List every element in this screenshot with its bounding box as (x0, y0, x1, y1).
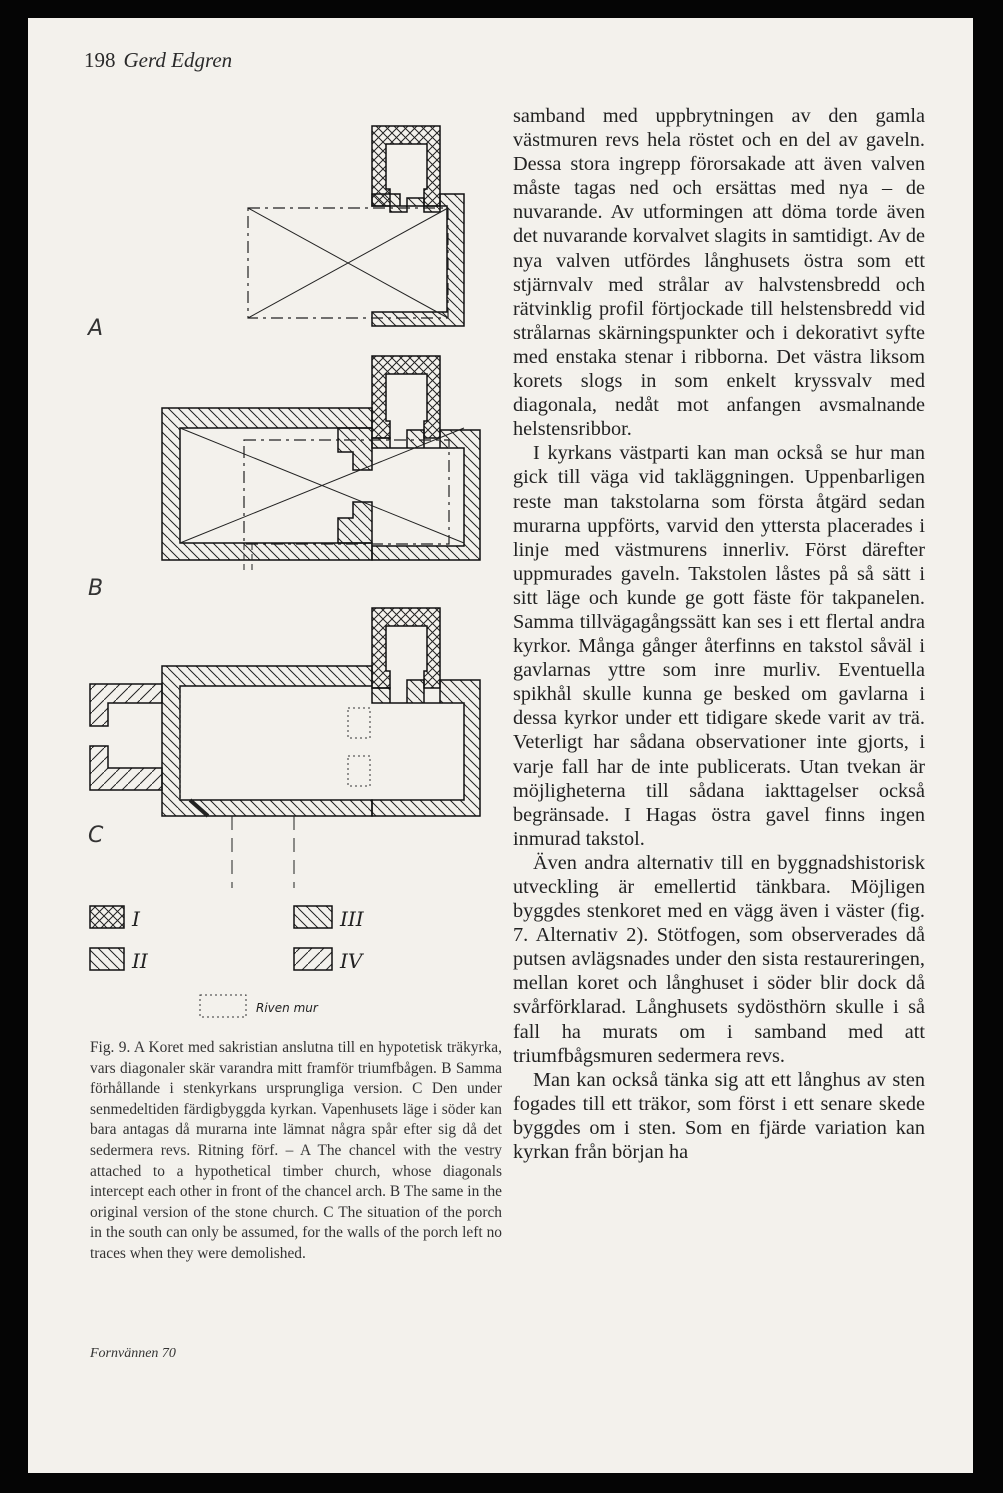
chancel-wall-c (372, 680, 480, 816)
legend (90, 906, 365, 1017)
vestry-wall-c (372, 608, 440, 688)
removed-wall (348, 708, 370, 738)
paragraph: I kyrkans västparti kan man också se hur man gick till väga vid takläggningen. Uppenbarligen reste man takstolarna som första åtgärd sedan murarna uppförts, varvid den yttersta placerades i linje med västmurens innerliv. Först därefter uppmurades gaveln. Takstolen låstes på så sätt i sitt läge och kunde ge gott fäste för takpanelen. Samma tillvägagångssätt kan ses i ett flertal andra kyrkor. Många gånger återfinns en takstol såväl i gavlarnas yttre som inre murliv. Eventuella spikhål skulle kunna ge besked om gavlarna i dessa kyrkor under ett tidigare skede varit av trä. Veterligt har sådana observationer inte gjorts, i varje fall har de inte publicerats. Utan tvekan är möjligheterna till sådana iakttagelser också begränsade. I Hagas östra gavel finns ingen inmurad takstol. (513, 442, 925, 850)
arch-pier (338, 428, 372, 470)
west-wall-ext (90, 684, 162, 726)
west-wall-ext (90, 746, 162, 790)
journal-footer: Fornvännen 70 (90, 1346, 176, 1361)
figure-caption: Fig. 9. A Koret med sakristian anslutna till en hypotetisk träkyrka, vars diagonaler skär varandra mitt framför triumfbågen. B Samma förhållande i stenkyrkans ursprungliga version. C Den under senmedeltiden färdigbyggda kyrkan. Vapenhusets läge i söder kan bara antagas då murarna inte lämnat några spår efter sig då det sedermera revs. Ritning förf. – A The chancel with the vestry attached to a hypothetical timber church, whose diagonals intercept each other in front of the chancel arch. B The same in the original version of the stone church. C The situation of the porch in the south can only be assumed, for the walls of the porch left no traces when they were demolished. (90, 1039, 502, 1262)
legend-swatch-iv (294, 948, 332, 970)
chancel-wall-a (372, 194, 464, 326)
page (28, 18, 973, 1473)
arch-pier (338, 502, 372, 543)
plan-label-a: A (88, 316, 104, 341)
paragraph: Även andra alternativ till en byggnadshistorisk utveckling är emellertid tänkbara. Möjligen byggdes stenkoret med en vägg även i väster (fig. 7. Alternativ 2). Stötfogen, som observerades då putsen avlägsnades under den sista restaureringen, mellan koret och långhuset i söder blir dock då svårförklarad. Långhusets sydösthörn skulle i så fall ha murats om i samband med att triumfbågsmuren sedermera revs. (513, 851, 925, 1067)
legend-label-removed: Riven mur (256, 1001, 318, 1015)
legend-label-i: I (132, 907, 140, 931)
plan-label-c: C (88, 823, 104, 848)
legend-label-iii: III (340, 907, 364, 931)
chancel-wall-b (372, 430, 480, 560)
page-number: 198 (84, 48, 116, 72)
body-text-column (513, 104, 925, 1164)
legend-swatch-iii (294, 906, 332, 928)
paragraph: samband med uppbrytningen av den gamla västmuren revs hela röstet och en del av gaveln. Dessa stora ingrepp förorsakade att även valven måste tagas ned och ersättas med nya – de nuvarande. Av utformingen att döma torde även det nuvarande korvalvet slagits in samtidigt. Av de nya valven utfördes långhusets östra som ett stjärnvalv med strålar av halvstensbredd och rätvinklig profil förtjockade till helstensbredd vid strålarnas skärningspunkter och i dekorativt syfte med enstaka stenar i ribborna. Det västra liksom korets slogs in som enkelt kryssvalv med diagonala, nedåt mot anfangen avsmalnande helstensribbor. (513, 105, 925, 441)
author-name: Gerd Edgren (123, 48, 233, 72)
nave-wall-c (162, 666, 372, 816)
legend-swatch-ii (90, 948, 124, 970)
paragraph: Man kan också tänka sig att ett långhus av sten fogades till ett träkor, som först i ett senare skede byggdes om i sten. Som en fjärde variation kan kyrkan från början ha (513, 1068, 925, 1164)
removed-wall (348, 756, 370, 786)
legend-swatch-i (90, 906, 124, 928)
legend-swatch-removed (200, 995, 246, 1017)
running-header (84, 48, 232, 73)
plan-b (162, 356, 480, 573)
floor-plan-drawing (68, 88, 528, 1028)
plan-c (90, 608, 480, 888)
vestry-wall-b (372, 356, 440, 438)
plan-a (248, 126, 464, 326)
legend-label-iv: IV (340, 949, 363, 973)
legend-label-ii: II (132, 949, 148, 973)
plan-label-b: B (88, 576, 104, 601)
figure-9 (68, 88, 528, 1033)
